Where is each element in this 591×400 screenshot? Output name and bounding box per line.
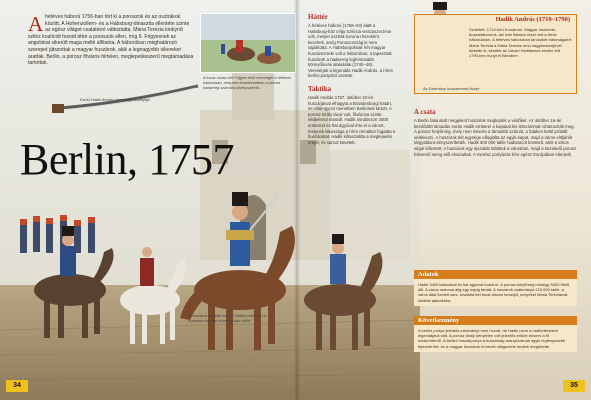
background-section bbox=[308, 13, 394, 79]
hadik-text: Született: 1710-ben Komárom. Magyar hadvezér, huszártábornok, aki már fiatalon részt vett a török háborúkban. A hétéves háborúban tanúsított bátorságáért Mária Terézia a Mária Terézia-rend nagykeresztjével tüntette ki, később az Udvari Haditanács elnöke lett. 1790-ben hunyt el Bécsben. bbox=[469, 27, 572, 59]
page-title: Berlin, 1757 bbox=[20, 135, 234, 184]
data-text: Hadik 3400 katonával és hat ágyúval indult el. A porosz helyőrség mintegy 5000 főből állt. A város ostroma alig egy napig tartott. A huszárok zsákmánya 215 000 tallér, a város által fizetett sarc, továbbá két tucat díszes kesztyű, melyeket Mária Teréziának küldtek ajándékba. bbox=[414, 279, 577, 306]
consequence-box bbox=[414, 316, 577, 352]
drop-cap: A bbox=[28, 12, 44, 36]
page-number-right: 35 bbox=[563, 380, 585, 392]
tactics-heading: Taktika bbox=[308, 85, 332, 93]
battle-section bbox=[414, 108, 577, 157]
charge-caption: A huszárok lángoló sebbel-lobbal rontottak rá a porosz ezredre a berlini kapu előtt bbox=[188, 313, 266, 323]
hadik-heading: Hadik András (1710–1790) bbox=[495, 16, 570, 23]
background-text: A hétéves háború (1756–63) alatt a Habsburg-ház célja Szilézia visszaszerzése volt, melyet osztrák korona részeként kezeltek, amíg Poroszország ki nem sajátította. A Habsburgoknak hét magyar huszárezrede volt a háborúban; a tapasztalt huszárok a hadsereg legfontosabb könnyűlovas alakulatai (1740–48). Vereségük a legendás Hadik András, a híres berlini portyázó vezette. bbox=[308, 23, 393, 79]
data-heading: Adatok bbox=[414, 270, 577, 279]
tactics-text: Hadik András 1757. október 10-én huszárjaival elhagyta a Brandenburgi határt, és villámgyors menetben Berlinnek tartott. A porosz király távol volt, fővárosa szinte védtelenül maradt. Hadik mindössze 3400 emberrel és hat ágyúval érte el a várost, melynek lakossága a hírre rémülten fogadta a huszárokat. Hadik kihasználta a meglepetés erejét, és sarcot követelt. bbox=[308, 95, 396, 145]
battle-text: A Berlin falai alatt megjelent huszárok meglepték a védőket. Az október 16-án kezdődött támadás során Hadik emberei a kapukat kis létszámmal rohamozták meg. A porosz helyőrség, mely nem ismerte a támadók számát, a falakon belül próbált védekezni. A huszárok két egysége elfoglalta az egyik kaput, majd a város elöljáróit tárgyalásra kényszerítették. Hadik 300 000 tallér hadisarcot követelt, amit a város végül kifizetett. A huszárok egy éjszakát töltöttek a városban, majd a közeledő porosz felmentő sereg elől elvonultak. A merész portyázás híre egész Európában elterjedt. bbox=[414, 118, 577, 157]
data-box bbox=[414, 270, 577, 306]
intro-text: hétéves háború 1756-ban tört ki a poroszok és az osztrákok között. A Hohenzollern- és a Habsburg-dinasztia ellentéte szinte az egész világot csatatérré változtatta. Mária Terézia királynő sziléz koalíciót hozott létre a poroszok ellen, míg II. Frigyesnek az angolokat sikerült maga mellé állítania. A háborúban meghatározó szerepet játszottak a magyar huszárok, akik a legnagyobb sikereket aratták. Berlin, a porosz főváros hirtelen, meglepetésszerű megtámadása tartottak. bbox=[28, 14, 194, 67]
hadik-profile-box bbox=[414, 14, 577, 94]
page-gutter bbox=[294, 0, 300, 400]
saber-caption: Ezüst Hadik András tábornagy szablyája bbox=[80, 97, 150, 102]
battle-photo bbox=[200, 13, 296, 73]
consequence-text: A berlini portya jelentős eredményt nem hozott, de Hadik neve a hadtörténelem legendájává vált. A porosz király kénytelen volt jelentős erőket elvonni a fő hadszíntérről. A berlini huszárportya a huszárság aranykorának egyik legfényesebb fejezete lett, és a magyar huszárok hírnevét világszerte tovább öregbítette. bbox=[414, 325, 577, 352]
consequence-heading: Következmény bbox=[414, 316, 577, 325]
portrait-caption: Az Esterházy huszárezred tisztje bbox=[423, 86, 480, 91]
photo-caption: A lovas csata volt Frigyes első vereségei a hétéves háborúban, melynek következtében a porosz hadsereg számára kikényszerült. bbox=[203, 75, 292, 90]
tactics-section bbox=[308, 85, 396, 145]
intro-paragraph bbox=[28, 14, 196, 67]
battle-heading: A csata bbox=[414, 108, 436, 116]
page-number-left: 34 bbox=[6, 380, 28, 392]
background-heading: Háttér bbox=[308, 13, 328, 21]
